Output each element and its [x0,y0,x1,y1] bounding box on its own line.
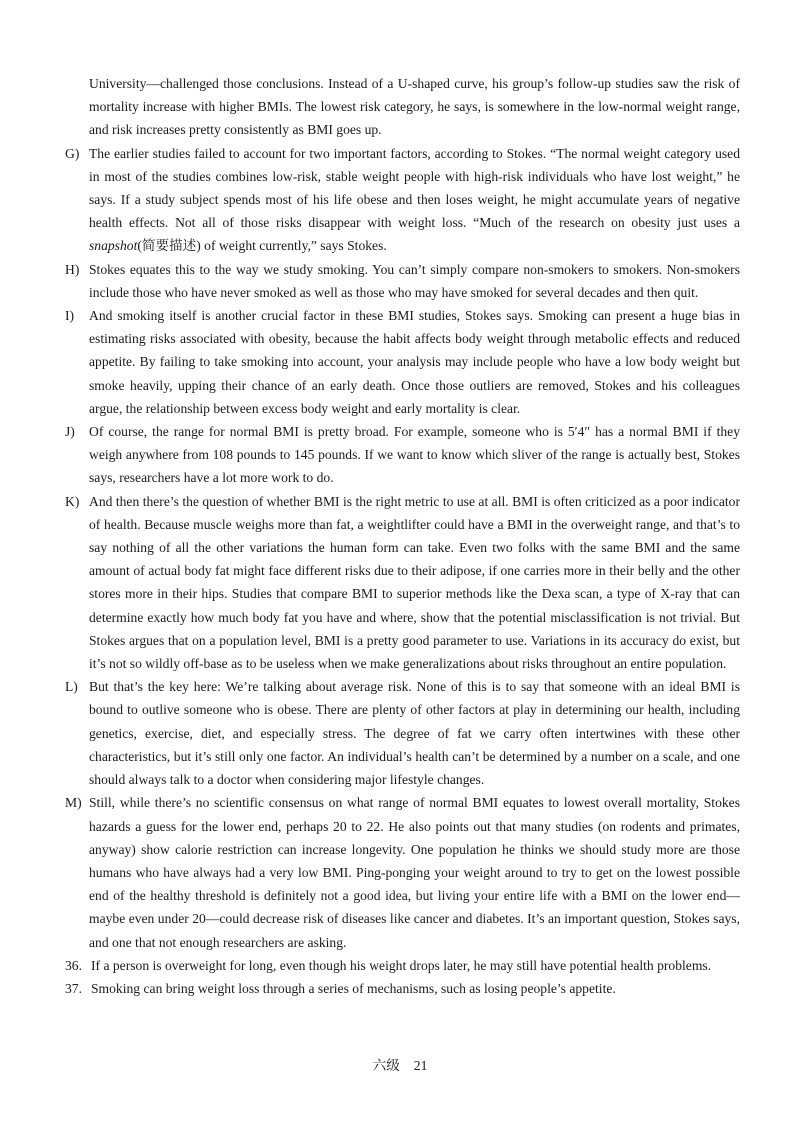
question-text: Smoking can bring weight loss through a series of mechanisms, such as losing people’s appetite. [91,980,616,996]
question-number: 37. [65,980,82,996]
paragraph-text: Of course, the range for normal BMI is pretty broad. For example, someone who is 5′4″ has a normal BMI if they weigh anywhere from 108 pounds to 145 pounds. If we want to know which sliver of the range is actually best, Stokes says, researchers have a lot more work to do. [89,424,740,486]
question-36 [65,954,740,977]
paragraph-label: M) [65,795,82,811]
paragraph-label: I) [65,308,75,324]
question-number: 36. [65,957,82,973]
paragraph-text: of weight currently,” says Stokes. [200,238,387,254]
paragraph-label: H) [65,261,80,277]
paragraph-text: Still, while there’s no scientific consensus on what range of normal BMI equates to lowest overall mortality, Stokes hazards a guess for the lower end, perhaps 20 to 22. He also points out that many studies (on rodents and primates, anyway) show calorie restriction can increase longevity. One population he thinks we should study more are those humans who have always had a very low BMI. Ping-ponging your weight around to try to get on the lowest possible end of the healthy threshold is definitely not a good idea, but living your entire life with a BMI on the lower end—maybe even under 20—could decrease risk of diseases like cancer and diabetes. It’s an important question, Stokes says, and one that not enough researchers are asking. [89,795,740,950]
chinese-gloss: (简要描述) [137,238,201,254]
paragraph-text: Stokes equates this to the way we study smoking. You can’t simply compare non-smokers to smokers. Non-smokers include those who have never smoked as well as those who may have smoked for several decades and then quit. [89,261,740,300]
footer-level: 六级 [372,1058,400,1073]
paragraph-label: J) [65,424,75,440]
paragraph-text: University—challenged those conclusions. Instead of a U-shaped curve, his group’s follow-up studies saw the risk of mortality increase with higher BMIs. The lowest risk category, he says, is somewhere in the low-normal weight range, and risk increases pretty consistently as BMI goes up. [89,76,740,138]
paragraph-text: The earlier studies failed to account for two important factors, according to Stokes. “The normal weight category used in most of the studies combines low-risk, stable weight people with high-risk individuals who have lost weight,” he says. If a study subject spends most of his life obese and then loses weight, he might accumulate years of negative health effects. Not all of those risks disappear with weight loss. “Much of the research on obesity just uses a [89,145,740,231]
paragraph-text: But that’s the key here: We’re talking about average risk. None of this is to say that someone with an ideal BMI is bound to outlive someone who is obese. There are plenty of other factors at play in determining our health, including genetics, exercise, diet, and especially stress. The degree of fat we carry often intertwines with these other characteristics, but it’s still only one factor. An individual’s health can’t be determined by a number on a scale, and one should always talk to a doctor when considering major lifestyle changes. [89,679,740,788]
paragraph-l [65,675,740,791]
paragraph-label: G) [65,145,80,161]
question-text: If a person is overweight for long, even though his weight drops later, he may still have potential health problems. [91,957,712,973]
passage-body [65,72,740,1000]
paragraph-label: K) [65,493,80,509]
italic-term: snapshot [89,238,138,254]
paragraph-j [65,420,740,490]
page-number: 21 [413,1058,428,1073]
question-37 [65,977,740,1000]
paragraph-m [65,791,740,953]
paragraph-text: And then there’s the question of whether BMI is the right metric to use at all. BMI is often criticized as a poor indicator of health. Because muscle weighs more than fat, a weightlifter could have a BMI in the overweight range, and that’s to say nothing of all the other variations the human form can take. Even two folks with the same BMI and the same amount of actual body fat might face different risks due to their adipose, if one carries more in their belly and the other stores more in their hips. Studies that compare BMI to superior methods like the Dexa scan, a type of X-ray that can determine exactly how much body fat you have and where, show that the potential misclassification is not trivial. But Stokes argues that on a population level, BMI is a pretty good parameter to use. Variations in its accuracy do exist, but it’s not so wildly off-base as to be useless when we make generalizations about risks throughout an entire population. [89,493,740,672]
paragraph-g [65,142,740,258]
paragraph-k [65,490,740,676]
paragraph-label: L) [65,679,78,695]
paragraph-i [65,304,740,420]
paragraph-text: And smoking itself is another crucial factor in these BMI studies, Stokes says. Smoking can present a huge bias in estimating risks associated with obesity, because the habit affects body weight through metabolic effects and reduced appetite. By failing to take smoking into account, your analysis may include people who have a low body weight but smoke heavily, upping their chance of an early death. Once those outliers are removed, Stokes and his colleagues argue, the relationship between excess body weight and early mortality is clear. [89,308,740,416]
paragraph-f-continuation [65,72,740,142]
page-footer [0,1054,800,1074]
paragraph-h [65,258,740,304]
